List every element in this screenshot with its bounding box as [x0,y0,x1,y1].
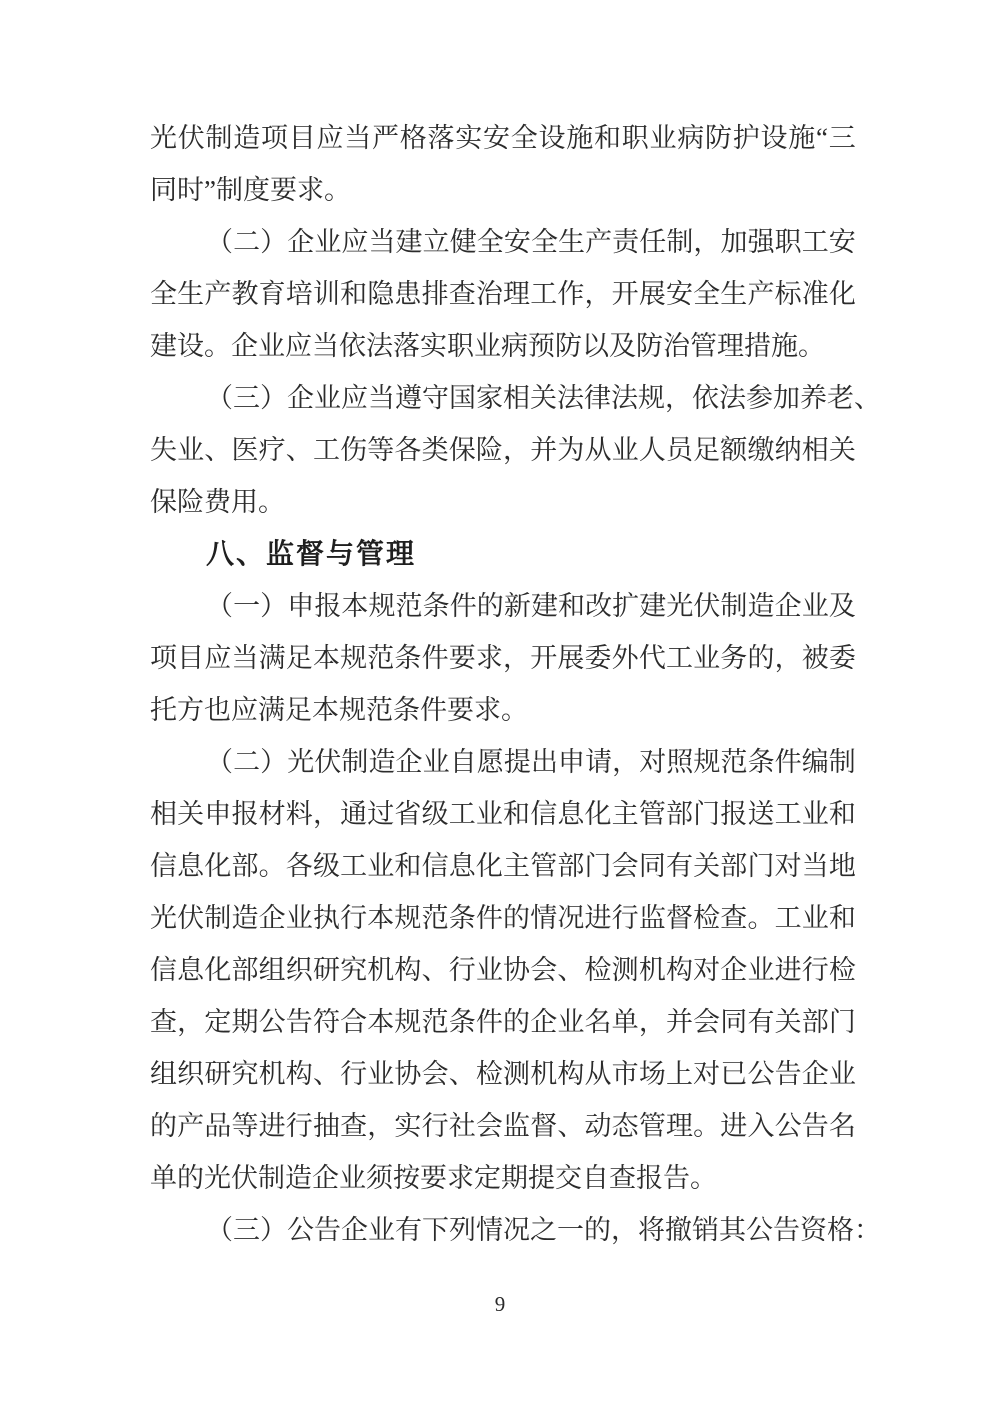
text-line: 全 生 产 教 育 培 训 和 隐 患 排 查 治 理 工 作 ， 开 展 安 全 生 产 标 准 化 [150,279,856,309]
text-line: 相 关 申 报 材 料 ， 通 过 省 级 工 业 和 信 息 化 主 管 部 门 报 送 工 业 和 [150,799,856,829]
text-line: （ 一 ） 申 报 本 规 范 条 件 的 新 建 和 改 扩 建 光 伏 制 造 企 业 及 [206,591,856,621]
text-line: 信 息 化 部 。 各 级 工 业 和 信 息 化 主 管 部 门 会 同 有 关 部 门 对 当 地 [150,851,856,881]
text-line: 查 ， 定 期 公 告 符 合 本 规 范 条 件 的 企 业 名 单 ， 并 会 同 有 关 部 门 [150,1007,856,1037]
text-line: 失 业 、 医 疗 、 工 伤 等 各 类 保 险 ， 并 为 从 业 人 员 足 额 缴 纳 相 关 [150,435,856,465]
text-line: （ 二 ） 光 伏 制 造 企 业 自 愿 提 出 申 请 ， 对 照 规 范 条 件 编 制 [206,747,856,777]
text-line: 同时”制度要求。 [150,175,351,205]
text-line: 托方也应满足本规范条件要求。 [150,695,528,725]
text-line: （ 三 ） 企 业 应 当 遵 守 国 家 相 关 法 律 法 规 ， 依 法 参 加 养 老 、 [206,383,881,413]
page-content [150,112,881,1256]
text-line: （ 三 ） 公 告 企 业 有 下 列 情 况 之 一 的 ， 将 撤 销 其 公 告 资 格 ： [206,1215,881,1245]
text-line: 单的光伏制造企业须按要求定期提交自查报告。 [150,1163,717,1193]
text-line: 信 息 化 部 组 织 研 究 机 构 、 行 业 协 会 、 检 测 机 构 对 企 业 进 行 检 [150,955,856,985]
text-line: 组 织 研 究 机 构 、 行 业 协 会 、 检 测 机 构 从 市 场 上 对 已 公 告 企 业 [150,1059,856,1089]
text-line: 项 目 应 当 满 足 本 规 范 条 件 要 求 ， 开 展 委 外 代 工 业 务 的 ， 被 委 [150,643,856,673]
text-line: 建设。企业应当依法落实职业病预防以及防治管理措施。 [150,331,825,361]
text-line: 光 伏 制 造 企 业 执 行 本 规 范 条 件 的 情 况 进 行 监 督 检 查 。 工 业 和 [150,903,856,933]
text-line: 光 伏 制 造 项 目 应 当 严 格 落 实 安 全 设 施 和 职 业 病 防 护 设 施 “ 三 [150,123,856,153]
text-line: （ 二 ） 企 业 应 当 建 立 健 全 安 全 生 产 责 任 制 ， 加 强 职 工 安 [206,227,856,257]
page-number: 9 [494,1292,506,1316]
text-line: 的 产 品 等 进 行 抽 查 ， 实 行 社 会 监 督 、 动 态 管 理 。 进 入 公 告 名 [150,1111,856,1141]
text-line: 保险费用。 [150,487,285,517]
section-heading: 八、监督与管理 [206,538,417,569]
